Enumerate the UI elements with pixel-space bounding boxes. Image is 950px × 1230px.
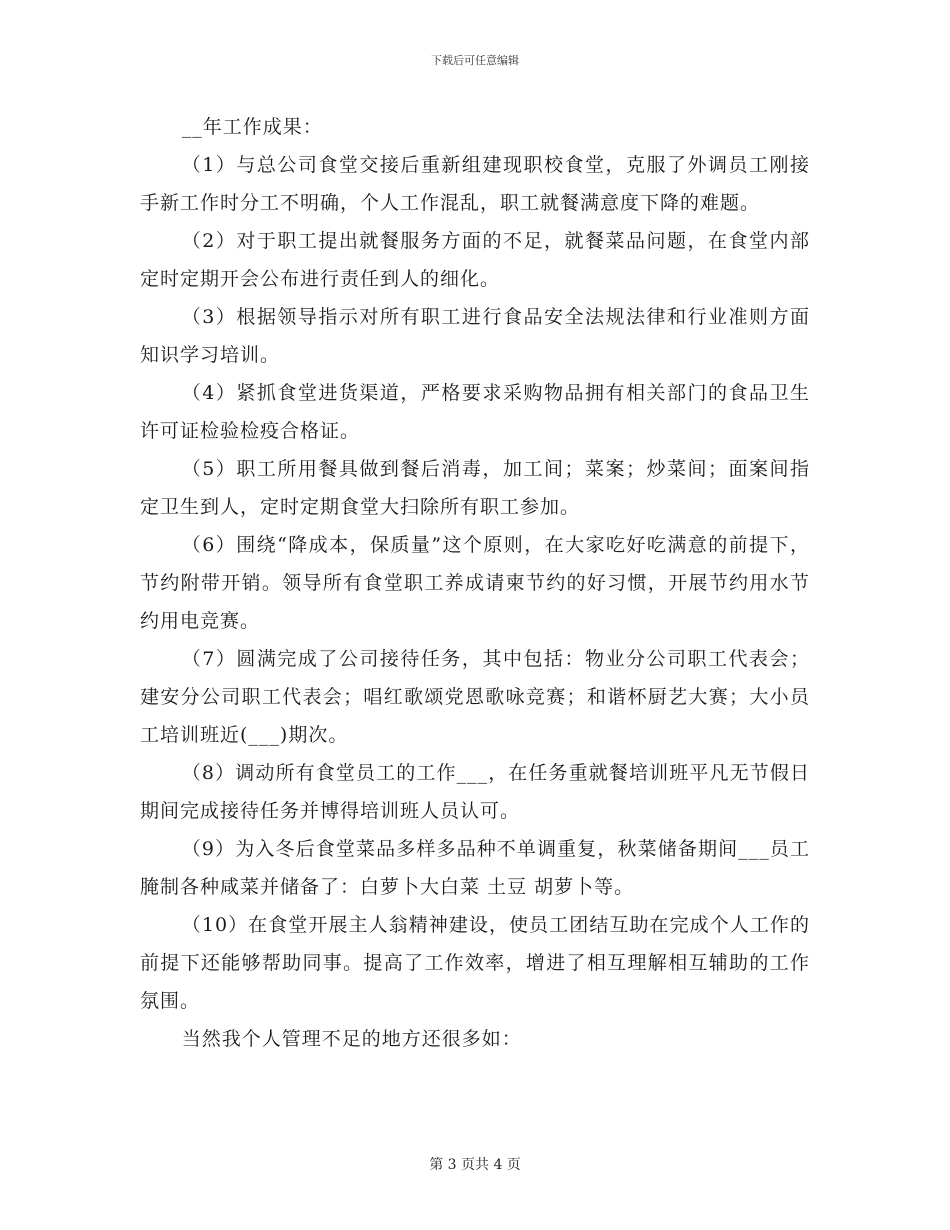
paragraph-item-2: （2）对于职工提出就餐服务方面的不足，就餐菜品问题，在食堂内部定时定期开会公布进行责任到人的细化。: [140, 230, 810, 290]
paragraph-item-7: （7）圆满完成了公司接待任务，其中包括：物业分公司职工代表会；建安分公司职工代表会；唱红歌颂党恩歌咏竞赛；和谐杯厨艺大赛；大小员工培训班近(___)期次。: [140, 648, 810, 746]
paragraph-item-9: （9）为入冬后食堂菜品多样多品种不单调重复，秋菜储备期间___员工腌制各种咸菜并储备了：白萝卜大白菜 土豆 胡萝卜等。: [140, 838, 810, 898]
paragraph-item-4: （4）紧抓食堂进货渠道，严格要求采购物品拥有相关部门的食品卫生许可证检验检疫合格证。: [140, 382, 810, 442]
paragraph-item-8: （8）调动所有食堂员工的工作___，在任务重就餐培训班平凡无节假日期间完成接待任务并博得培训班人员认可。: [140, 762, 810, 822]
paragraph-item-1: （1）与总公司食堂交接后重新组建现职校食堂，克服了外调员工刚接手新工作时分工不明确，个人工作混乱，职工就餐满意度下降的难题。: [140, 154, 810, 214]
page-number-footer: 第 3 页共 4 页: [429, 1157, 521, 1173]
paragraph-item-6: （6）围绕“降成本，保质量”这个原则，在大家吃好吃满意的前提下，节约附带开销。领导所有食堂职工养成请柬节约的好习惯，开展节约用水节约用电竞赛。: [140, 534, 810, 632]
page-header-note: 下载后可任意编辑: [431, 54, 519, 67]
paragraph-results-heading: __年工作成果：: [181, 116, 323, 138]
paragraph-item-3: （3）根据领导指示对所有职工进行食品安全法规法律和行业准则方面知识学习培训。: [140, 306, 810, 366]
document-body: [140, 108, 810, 1058]
paragraph-item-10: （10）在食堂开展主人翁精神建设，使员工团结互助在完成个人工作的前提下还能够帮助同事。提高了工作效率，增进了相互理解相互辅助的工作氛围。: [140, 914, 810, 1012]
paragraph-item-5: （5）职工所用餐具做到餐后消毒，加工间；菜案；炒菜间；面案间指定卫生到人，定时定期食堂大扫除所有职工参加。: [140, 458, 810, 518]
paragraph-shortcomings-intro: 当然我个人管理不足的地方还很多如：: [181, 1028, 522, 1050]
